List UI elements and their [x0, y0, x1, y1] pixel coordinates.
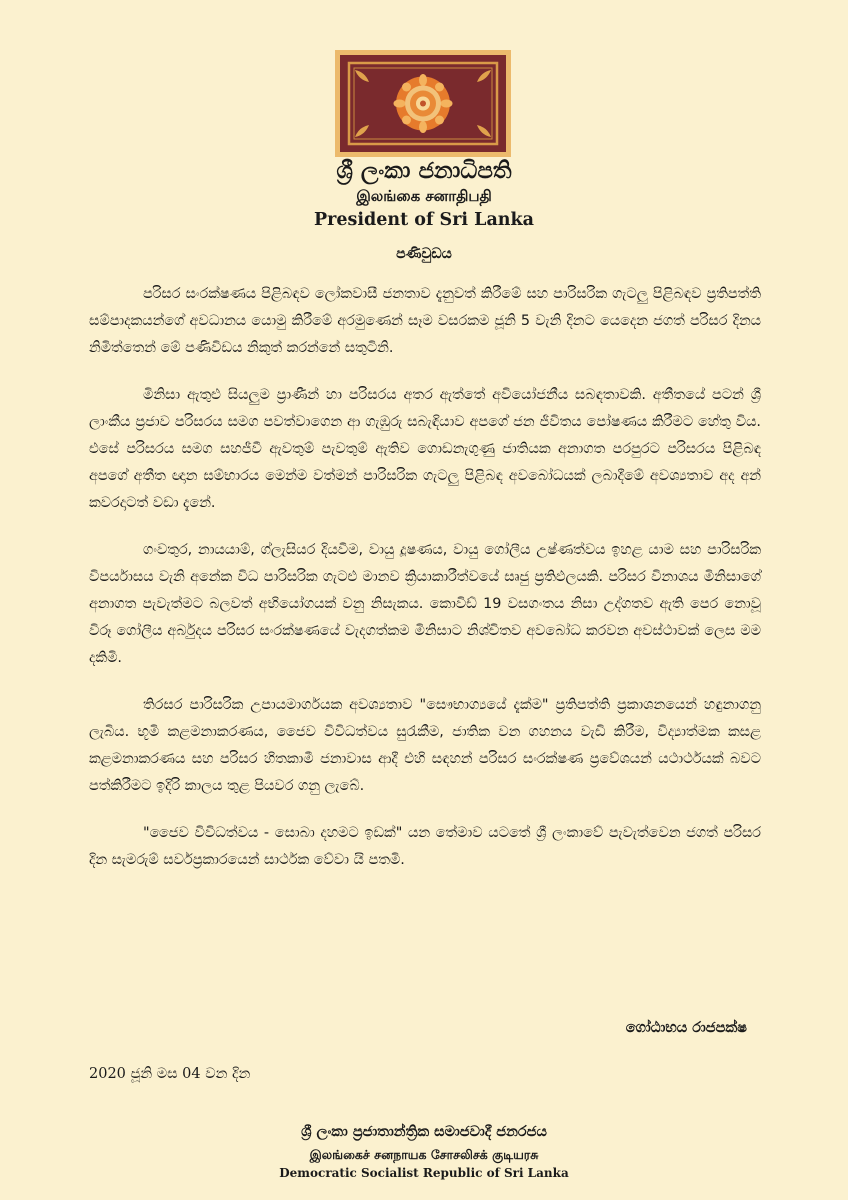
- message-date: 2020 ජූනි මස 04 වන දින: [89, 1066, 251, 1082]
- signatory-name: ගෝඨාභය රාජපක්ෂ: [625, 1020, 747, 1036]
- message-paragraph: "ජෛව විවිධත්වය - සොබා දහමට ඉඩක්" යන තේමාව යටතේ ශ්‍රී ලංකාවේ පැවැත්වෙන ජගත් පරිසර දින සැමරුම් සර්වප්‍රකාරයෙන් සාර්ථක වේවා යි පතමි.: [89, 825, 761, 868]
- footer-english: Democratic Socialist Republic of Sri Lanka: [279, 1166, 569, 1180]
- message-body: [89, 281, 761, 894]
- letterhead-title-sinhala: ශ්‍රී ලංකා ජනාධිපති: [336, 158, 512, 184]
- message-heading: පණිවුඩය: [396, 246, 452, 262]
- message-paragraph: තිරසර පාරිසරික උපායමාර්ගයක අවශ්‍යතාව "සෞභාග්‍යයේ දැක්ම" ප්‍රතිපත්ති ප්‍රකාශනයෙන් හඳුනාගනු ලැබිය. භූමි කළමනාකරණය, ජෛව විවිධත්වය සුරැකීම, ජාතික වන ගහනය වැඩි කිරීම, විද්‍යාත්මක කසළ කළමනාකරණය සහ පරිසර හිතකාමී ජනාවාස ආදී එහි සඳහන් පරිසර සංරක්ෂණ ප්‍රවේශයන් යථාර්ථයක් බවට පත්කිරීමට ඉදිරි කාලය තුළ පියවර ගනු ලැබේ.: [89, 697, 761, 794]
- footer-tamil: இலங்கைச் சனநாயக சோசலிசக் குடியரசு: [309, 1147, 539, 1162]
- footer-sinhala: ශ්‍රී ලංකා ප්‍රජාතාන්ත්‍රික සමාජවාදී ජනරජය: [301, 1124, 547, 1140]
- message-paragraph: ගංවතුර, නායයාම්, ග්ලැසියර දියවීම, වායු දූෂණය, වායු ගෝලීය උෂ්ණත්වය ඉහළ යාම සහ පාරිසරික විපර්යාසය වැනි අනේක විධ පාරිසරික ගැටළු මානව ක්‍රියාකාරීත්වයේ සෘජු ප්‍රතිඵලයකි. පරිසර විනාශය මිනිසාගේ අනාගත පැවැත්මට බලවත් අභියෝගයක් වනු නිසැකය. කොවිඩ් 19 වසගංතය නිසා උද්ගතව ඇති පෙර නොවූ විරූ ගෝලීය අර්බුදය පරිසර සංරක්ෂණයේ වැදගත්කම මිනිසාට නිශ්චිතව අවබෝධ කරවන අවස්ථාවක් ලෙස මම දකිමි.: [89, 542, 761, 666]
- message-paragraph: මිනිසා ඇතුළු සියලුම ප්‍රාණීන් හා පරිසරය අතර ඇත්තේ අවියෝජනීය සබඳතාවකි. අතීතයේ පටන් ශ්‍රී ලාංකීය ප්‍රජාව පරිසරය සමග පවත්වාගෙන ආ ගැඹුරු සබැඳියාව අපගේ ජන ජීවිතය පෝෂණය කිරීමට හේතු විය. එසේ පරිසරය සමග සහජීවී ඇවතුම් පැවතුම් ඇතිව ගොඩනැගුණු ජාතියක අනාගත පරපුරට පරිසරය පිළිබඳ අපගේ අතීත ඥාන සම්භාරය මෙන්ම වත්මන් පාරිසරික ගැටලු පිළිබඳ අවබෝධයක් ලබාදීමේ අවශ්‍යතාව අද අන් කවරදාටත් වඩා දැනේ.: [89, 387, 761, 511]
- presidential-flag-emblem: [335, 50, 511, 157]
- letterhead-title-english: President of Sri Lanka: [313, 210, 534, 230]
- message-paragraph: පරිසර සංරක්ෂණය පිළිබඳව ලෝකවාසී ජනතාව දැනුවත් කිරීමේ සහ පාරිසරික ගැටලු පිළිබඳව ප්‍රතිපත්ති සම්පාදකයන්ගේ අවධානය යොමු කිරීමේ අරමුණෙන් සෑම වසරකම ජූනි 5 වැනි දිනට යෙදෙන ජගත් පරිසර දිනය නිමිත්තෙන් මේ පණිවිඩය නිකුත් කරන්නේ සතුටිනි.: [89, 286, 761, 356]
- letterhead-title-tamil: இலங்கை சனாதிபதி: [356, 187, 492, 205]
